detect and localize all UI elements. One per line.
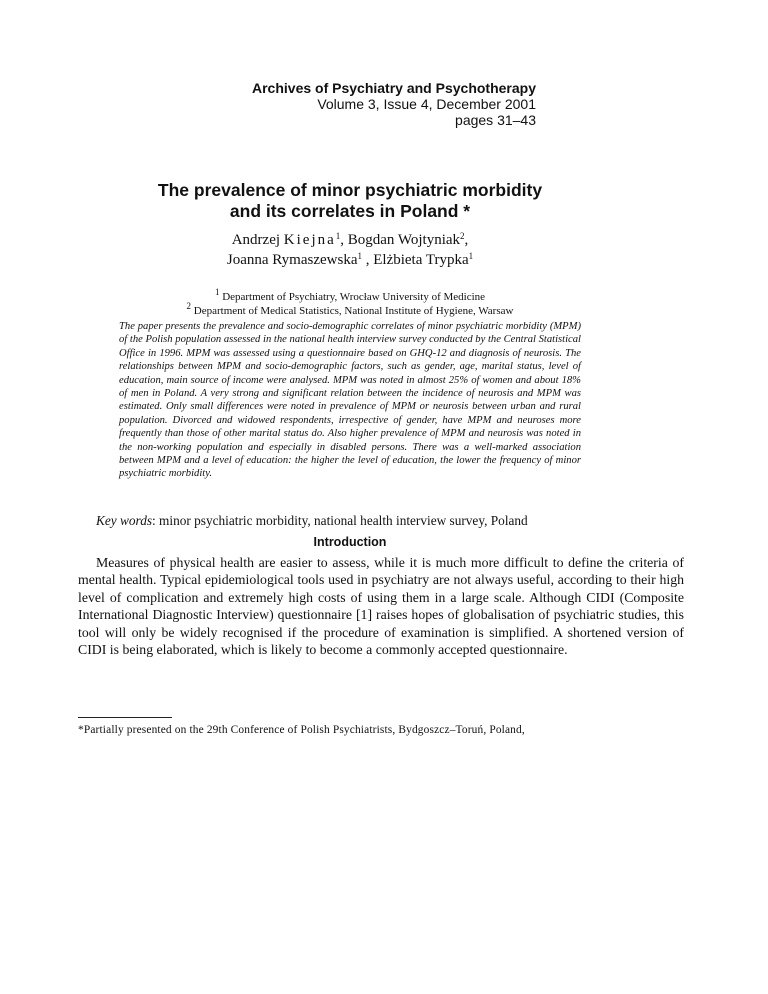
affiliation-2-mark: 2 xyxy=(186,301,192,311)
author-line-2 xyxy=(90,250,610,270)
author-2-affiliation-mark: 2 xyxy=(460,231,465,241)
author-4: Elżbieta Trypka xyxy=(373,252,469,268)
journal-header xyxy=(240,80,536,128)
title-line-2: and its correlates in Poland * xyxy=(229,201,471,221)
author-3-affiliation-mark: 1 xyxy=(357,251,362,261)
journal-pages: pages 31–43 xyxy=(455,112,536,128)
author-separator: , xyxy=(340,232,348,248)
affiliations xyxy=(90,287,610,318)
affiliation-1-mark: 1 xyxy=(214,287,220,297)
affiliation-1 xyxy=(90,287,610,304)
author-separator: , xyxy=(464,232,469,248)
title-line-1: The prevalence of minor psychiatric morbidity xyxy=(157,180,543,200)
affiliation-2-text: Department of Medical Statistics, National Institute of Hygiene, Warsaw xyxy=(191,305,514,317)
section-heading-introduction: Introduction xyxy=(313,535,387,549)
affiliation-1-text: Department of Psychiatry, Wrocław University of Medicine xyxy=(219,291,486,303)
journal-name: Archives of Psychiatry and Psychotherapy xyxy=(252,80,536,96)
keywords-text: : minor psychiatric morbidity, national health interview survey, Poland xyxy=(152,513,528,528)
author-1-given: Andrzej xyxy=(231,232,284,248)
author-2: Bogdan Wojtyniak xyxy=(347,232,461,248)
keywords xyxy=(96,513,676,529)
author-list xyxy=(90,230,610,270)
journal-volume: Volume 3, Issue 4, December 2001 xyxy=(317,96,536,112)
author-3: Joanna Rymaszewska xyxy=(226,252,358,268)
article-title xyxy=(100,180,600,222)
footnote: *Partially presented on the 29th Conference of Polish Psychiatrists, Bydgoszcz–Toruń, Poland, xyxy=(78,724,525,736)
author-line-1 xyxy=(90,230,610,250)
author-separator: , xyxy=(361,252,374,268)
affiliation-2 xyxy=(90,301,610,318)
author-4-affiliation-mark: 1 xyxy=(468,251,474,261)
keywords-label: Key words xyxy=(96,513,153,528)
footnote-divider xyxy=(78,717,172,718)
author-1-affiliation-mark: 1 xyxy=(335,231,341,241)
author-1-family: Kiejna xyxy=(283,232,336,248)
abstract: The paper presents the prevalence and socio-demographic correlates of minor psychiatric morbidity (MPM) of the Polish population assessed in the national health interview survey conducted by the Central Statistical Office in 1996. MPM was assessed using a questionnaire based on GHQ-12 and diagnosis of neurosis. The relationships between MPM and socio-demographic factors, such as gender, age, marital status, level of education, main source of income were analysed. MPM was noted in almost 25% of women and about 18% of men in Poland. A very strong and significant relation between the incidence of neurosis and MPM was estimated. Only small differences were noted in prevalence of MPM or neurosis between urban and rural population. Divorced and widowed respondents, irrespective of gender, have MPM and neuroses more frequently than those of other marital status do. Also higher prevalence of MPM and neurosis was noted in the non-working population and especially in disabled persons. There was a well-marked association between MPM and a level of education: the higher the level of education, the lower the frequency of minor psychiatric morbidity. xyxy=(119,321,581,480)
introduction-paragraph: Measures of physical health are easier to assess, while it is much more difficult to define the criteria of mental health. Typical epidemiological tools used in psychiatry are not always useful, according to their high level of complication and extremely high costs of using them in a large scale. Although CIDI (Composite International Diagnostic Interview) questionnaire [1] raises hopes of globalisation of psychiatric studies, this tool will only be widely recognised if the procedure of examination is simplified. A shortened version of CIDI is being elaborated, which is likely to become a commonly accepted questionnaire. xyxy=(78,555,684,658)
